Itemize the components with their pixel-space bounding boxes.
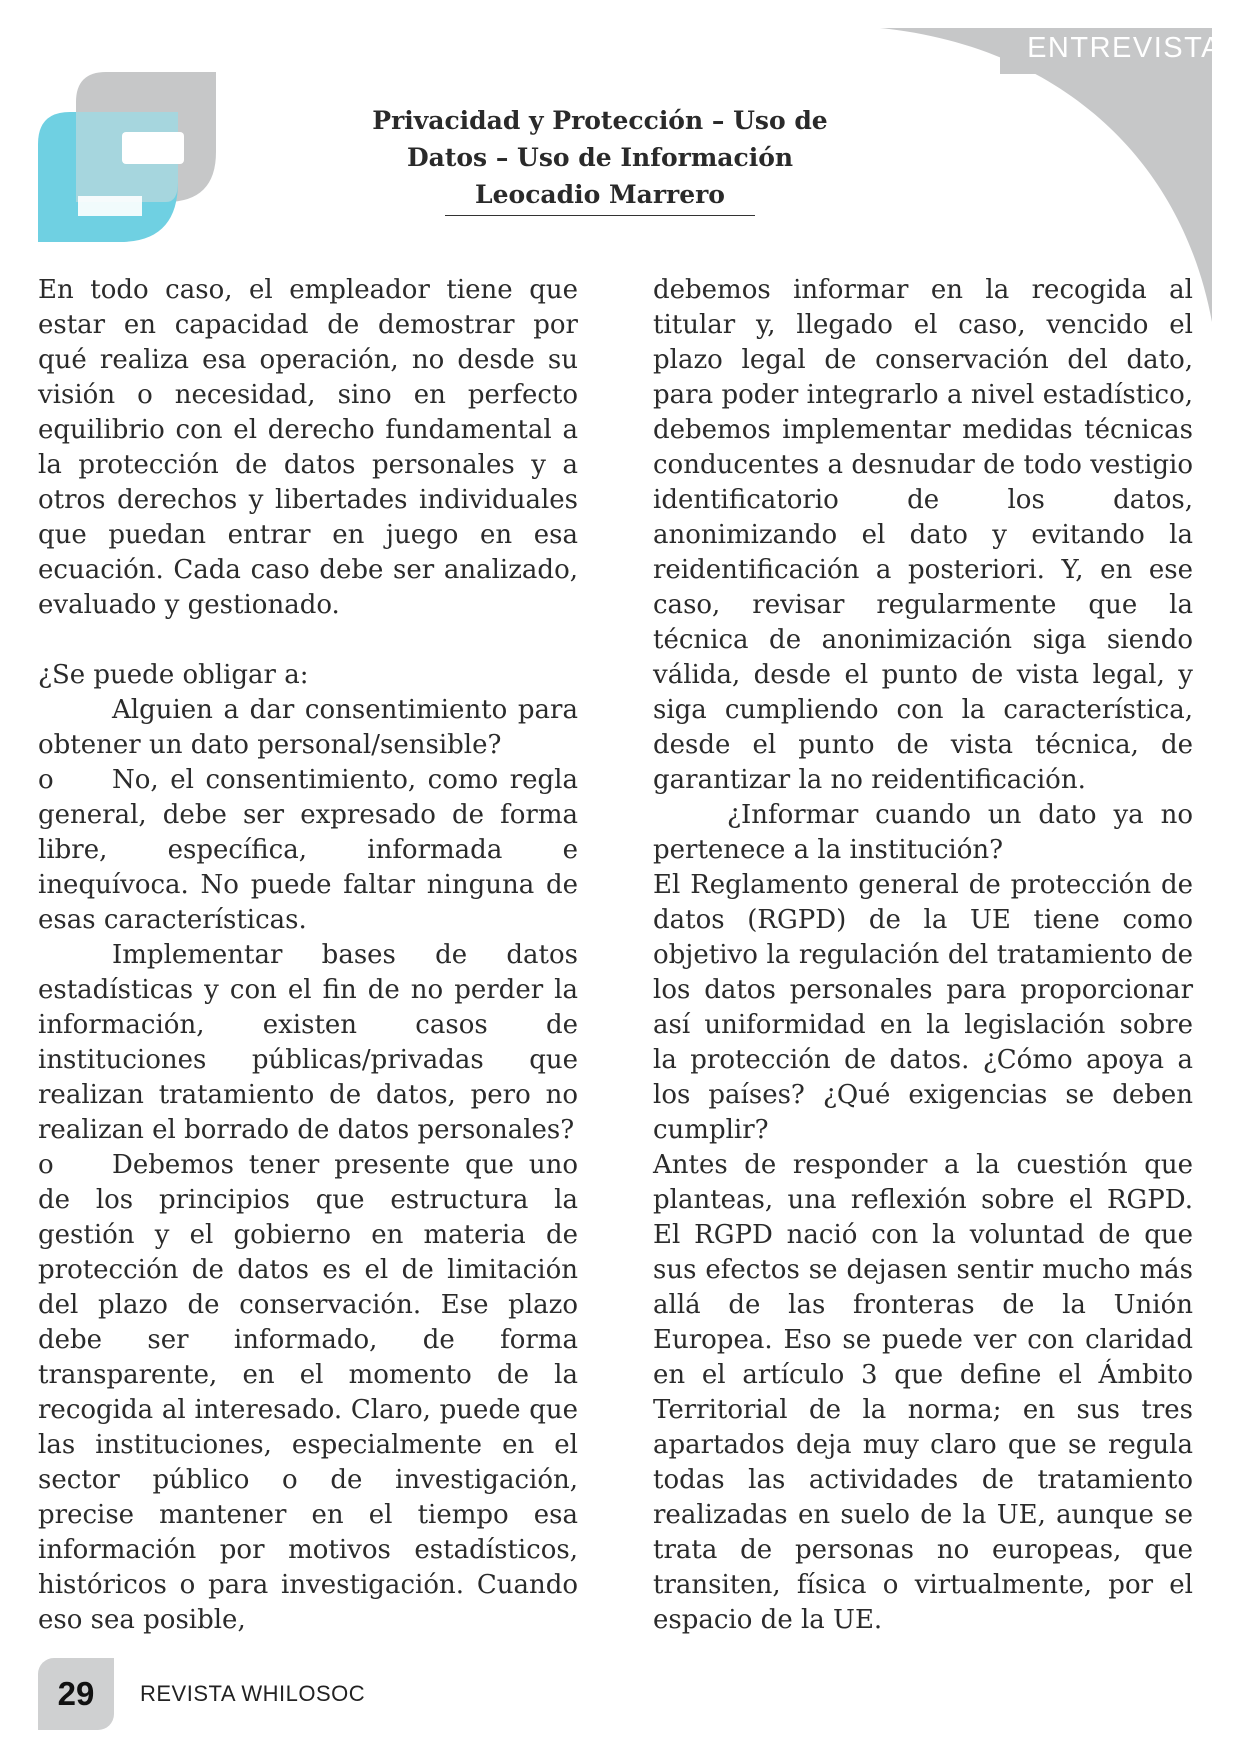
title-line-2: Datos – Uso de Información xyxy=(406,143,794,172)
author-name: Leocadio Marrero xyxy=(445,176,755,216)
paragraph: Antes de responder a la cuestión que planteas, una reflexión sobre el RGPD. El RGPD nació con la voluntad de que sus efectos se dejasen sentir mucho más allá de las fronteras de la Unión Europea. Eso se puede ver con claridad en el artículo 3 que define el Ámbito Territorial de la norma; en sus tres apartados deja muy claro que se regula todas las actividades de tratamiento realizadas en suelo de la UE, aunque se trata de personas no europeas, que transiten, física o virtualmente, por el espacio de la UE. xyxy=(653,1150,1193,1635)
paragraph: El Reglamento general de protección de datos (RGPD) de la UE tiene como objetivo la regulación del tratamiento de los datos personales para proporcionar así uniformidad en la legislación sobre la protección de datos. ¿Cómo apoya a los países? ¿Qué exigencias se deben cumplir? xyxy=(653,870,1193,1145)
article-title xyxy=(340,102,860,216)
question: Implementar bases de datos estadísticas y con el fin de no perder la información, existen casos de instituciones públicas/privadas que realizan tratamiento de datos, pero no realizan el borrado de datos personales? xyxy=(38,940,578,1145)
section-label: ENTREVISTA xyxy=(1027,32,1222,64)
answer-text: Debemos tener presente que uno de los principios que estructura la gestión y el gobierno en materia de protección de datos es el de limitación del plazo de conservación. Ese plazo debe ser informado, de forma transparente, en el momento de la recogida al interesado. Claro, puede que las instituciones, especialmente en el sector público o de investigación, precise mantener en el tiempo esa información por motivos estadísticos, históricos o para investigación. Cuando eso sea posible, xyxy=(38,1150,578,1635)
question: ¿Informar cuando un dato ya no pertenece a la institución? xyxy=(653,800,1193,865)
right-column xyxy=(653,273,1193,1638)
answer-text: No, el consentimiento, como regla general, debe ser expresado de forma libre, específica, informada e inequívoca. No puede faltar ninguna de esas características. xyxy=(38,765,578,935)
paragraph: En todo caso, el empleador tiene que estar en capacidad de demostrar por qué realiza esa operación, no desde su visión o necesidad, sino en perfecto equilibrio con el derecho fundamental a la protección de datos personales y a otros derechos y libertades individuales que puedan entrar en juego en esa ecuación. Cada caso debe ser analizado, evaluado y gestionado. xyxy=(38,275,578,620)
bullet-marker: o xyxy=(38,1150,54,1180)
page-number: 29 xyxy=(38,1658,114,1730)
question: Alguien a dar consentimiento para obtener un dato personal/sensible? xyxy=(38,695,578,760)
question-intro: ¿Se puede obligar a: xyxy=(38,660,309,690)
magazine-logo-icon xyxy=(38,72,218,244)
answer-item xyxy=(38,1148,578,1638)
title-line-1: Privacidad y Protección – Uso de xyxy=(372,106,828,135)
magazine-name: REVISTA WHILOSOC xyxy=(140,1681,366,1706)
bullet-marker: o xyxy=(38,765,54,795)
answer-item xyxy=(38,763,578,938)
left-column xyxy=(38,273,578,1638)
paragraph: debemos informar en la recogida al titular y, llegado el caso, vencido el plazo legal de conservación del dato, para poder integrarlo a nivel estadístico, debemos implementar medidas técnicas conducentes a desnudar de todo vestigio identificatorio de los datos, anonimizando el dato y evitando la reidentificación a posteriori. Y, en ese caso, revisar regularmente que la técnica de anonimización siga siendo válida, desde el punto de vista legal, y siga cumpliendo con la característica, desde el punto de vista técnica, de garantizar la no reidentificación. xyxy=(653,275,1193,795)
